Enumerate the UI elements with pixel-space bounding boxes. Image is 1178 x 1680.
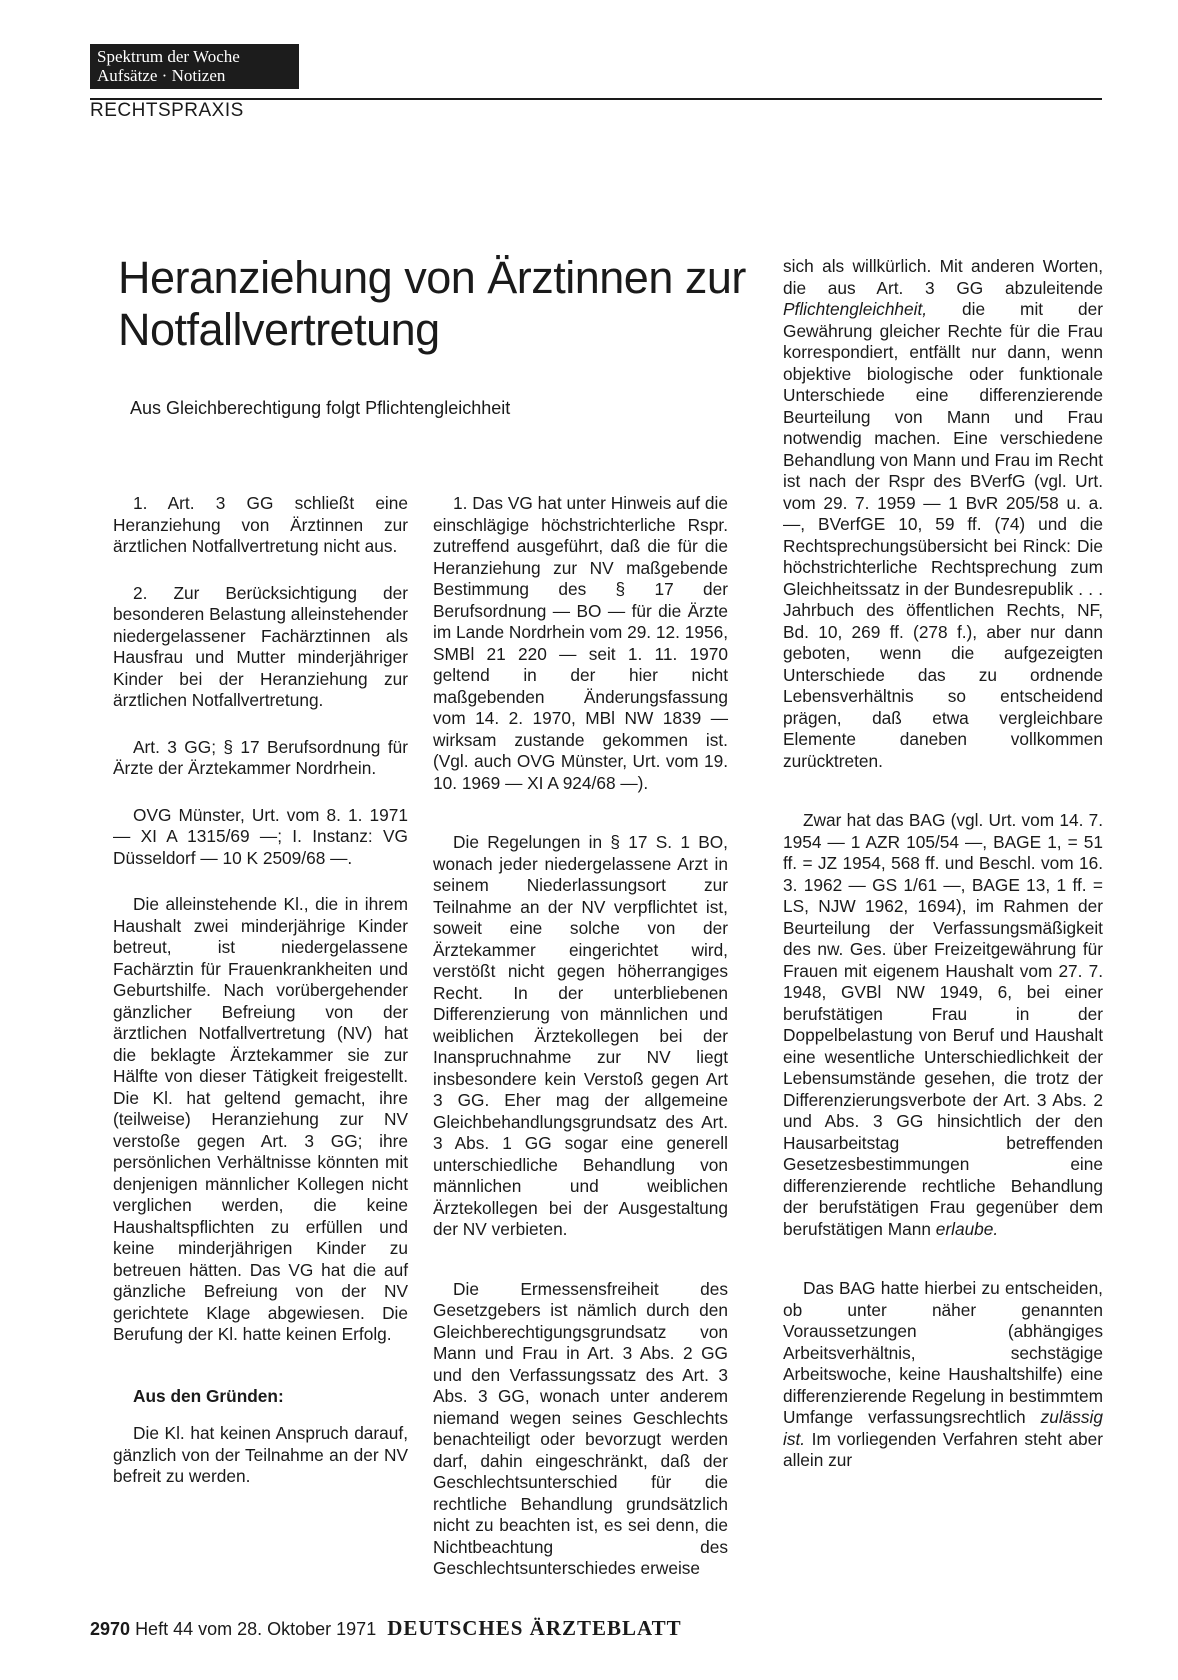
headnote-2: 2. Zur Berücksichtigung der besonderen Belastung alleinstehender niedergelassener Fachärztinnen als Hausfrau und Mutter minderjähriger Kinder bei der Heranziehung zur ärztlichen Notfallvertretung.	[113, 582, 408, 710]
reasons-heading: Aus den Gründen:	[133, 1385, 284, 1406]
text-run: Das BAG hatte hierbei zu entscheiden, ob unter näher genannten Voraussetzungen (abhängiges Arbeitsverhältnis, sechstägige Arbeitswoche, keine Haushaltshilfe) eine differenzierende Regelung in bestimmtem Umfange verfassungsrechtlich	[783, 1278, 1103, 1427]
body-paragraph: 1. Das VG hat unter Hinweis auf die einschlägige höchstrichterliche Rspr. zutreffend ausgeführt, daß die für die Heranziehung zur NV maßgebende Bestimmung des § 17 der Berufsordnung — BO — für die Ärzte im Lande Nordrhein vom 29. 12. 1956, SMBl 21 220 — seit 1. 11. 1970 geltend in der hier nicht maßgebenden Änderungsfassung vom 14. 2. 1970, MBl NW 1839 — wirksam zustande gekommen ist. (Vgl. auch OVG Münster, Urt. vom 19. 10. 1969 — XI A 924/68 —).	[433, 493, 728, 793]
body-paragraph	[783, 1278, 1103, 1472]
headnote-1: 1. Art. 3 GG schließt eine Heranziehung von Ärztinnen zur ärztlichen Notfallvertretung nicht aus.	[113, 493, 408, 556]
court-reference: OVG Münster, Urt. vom 8. 1. 1971 — XI A 1315/69 —; I. Instanz: VG Düsseldorf — 10 K 2509/68 —.	[113, 804, 408, 868]
emphasis-text: zulässig ist.	[783, 1407, 1103, 1449]
text-run: Im vorliegenden Verfahren steht aber allein zur	[783, 1428, 1103, 1470]
article-subtitle: Aus Gleichberechtigung folgt Pflichtengleichheit	[130, 398, 511, 418]
text-run: sich als willkürlich. Mit anderen Worten, die aus Art. 3 GG abzuleitende	[783, 256, 1103, 298]
section-label: RECHTSPRAXIS	[90, 100, 244, 121]
facts-paragraph: Die alleinstehende Kl., die in ihrem Haushalt zwei minderjährige Kinder betreut, ist niedergelassene Fachärztin für Frauenkrankheiten und Geburtshilfe. Nach vorübergehender gänzlicher Befreiung von der ärztlichen Notfallvertretung (NV) hat die beklagte Ärztekammer sie zur Hälfte von dieser Tätigkeit freigestellt. Die Kl. hat geltend gemacht, ihre (teilweise) Heranziehung zur NV verstoße gegen Art. 3 GG; ihre persönlichen Verhältnisse könnten mit denjenigen männlicher Kollegen nicht verglichen werden, die keine Haushaltspflichten zu erfüllen und keine minderjährigen Kinder zu betreuen hätten. Das VG hat die auf gänzliche Befreiung von der NV gerichtete Klage abgewiesen. Die Berufung der Kl. hatte keinen Erfolg.	[113, 894, 408, 1344]
reasons-paragraph: Die Kl. hat keinen Anspruch darauf, gänzlich von der Teilnahme an der NV befreit zu werden.	[113, 1423, 408, 1486]
statute-reference: Art. 3 GG; § 17 Berufsordnung für Ärzte der Ärztekammer Nordrhein.	[113, 736, 408, 778]
body-paragraph: Die Ermessensfreiheit des Gesetzgebers ist nämlich durch den Gleichberechtigungsgrundsatz von Mann und Frau in Art. 3 Abs. 2 GG und den Verfassungssatz des Art. 3 Abs. 3 GG, wonach unter anderem niemand wegen seines Geschlechts benachteiligt oder bevorzugt werden darf, dahin eingeschränkt, daß der Geschlechtsunterschied für die rechtliche Behandlung grundsätzlich nicht zu beachten ist, es sei denn, die Nichtbeachtung des Geschlechtsunterschiedes erweise	[433, 1278, 728, 1578]
text-run: Zwar hat das BAG (vgl. Urt. vom 14. 7. 1954 — 1 AZR 105/54 —, BAGE 1, = 51 ff. = JZ 1954, 568 ff. und Beschl. vom 16. 3. 1962 — GS 1/61 —, BAGE 13, 1 ff. = LS, NJW 1962, 1694), im Rahmen der Beurteilung der Verfassungsmäßigkeit des nw. Ges. über Freizeitgewährung für Frauen mit eigenem Haushalt vom 27. 7. 1948, GVBl NW 1949, 6, bei einer berufstätigen Frau in der Doppelbelastung von Beruf und Haushalt eine wesentliche Unterschiedlichkeit der Lebensumstände gesehen, die trotz der Differenzierungsverbote der Art. 3 Abs. 2 und Abs. 3 GG hinsichtlich der den Hausarbeitstag betreffenden Gesetzesbestimmungen eine differenzierende rechtliche Behandlung der berufstätigen Frau gegenüber dem berufstätigen Mann	[783, 810, 1103, 1239]
body-paragraph: Die Regelungen in § 17 S. 1 BO, wonach jeder niedergelassene Arzt in seinem Niederlassungsort zur Teilnahme an der NV verpflichtet ist, soweit eine solche von der Ärztekammer eingerichtet wird, verstößt nicht gegen höherrangiges Recht. In der unterbliebenen Differenzierung von männlichen und weiblichen Ärztekollegen bei der Inanspruchnahme zur NV liegt insbesondere kein Verstoß gegen Art 3 GG. Eher mag der allgemeine Gleichbehandlungsgrundsatz des Art. 3 Abs. 1 GG sogar eine generell unterschiedliche Behandlung von männlichen und weiblichen Ärztekollegen bei der Ausgestaltung der NV verbieten.	[433, 832, 728, 1239]
body-paragraph	[783, 810, 1103, 1240]
text-column-3	[783, 256, 1103, 1472]
emphasis-text: erlaube.	[935, 1218, 999, 1239]
header-box-line-1: Spektrum der Woche	[97, 47, 240, 66]
page-number: 2970	[90, 1619, 131, 1639]
text-run: die mit der Gewährung gleicher Rechte für die Frau korrespondiert, entfällt nur dann, wenn objektive biologische oder funktionale Unterschiede eine differenzierende Beurteilung von Mann und Frau notwendig machen. Eine verschiedene Behandlung von Mann und Frau im Recht ist nach der Rspr des BVerfG (vgl. Urt. vom 29. 7. 1959 — 1 BvR 205/58 u. a. —, BVerfGE 10, 59 ff. (74) und die Rechtsprechungsübersicht bei Rinck: Die höchstrichterliche Rechtsprechung zum Gleichheitssatz in der Bundesrepublik . . . Jahrbuch des öffentlichen Rechts, NF, Bd. 10, 269 ff. (278 f.), aber nur dann geboten, wenn die aufgezeigten Unterschiede das zu ordnende Lebensverhältnis so entscheidend prägen, daß etwa vergleichbare Elemente daneben vollkommen zurücktreten.	[783, 299, 1103, 771]
text-column-2	[433, 493, 728, 1580]
body-paragraph	[783, 256, 1103, 772]
emphasis-text: Pflichtengleichheit,	[783, 299, 928, 319]
header-box-line-2: Aufsätze · Notizen	[97, 66, 226, 85]
issue-info: Heft 44 vom 28. Oktober 1971	[135, 1619, 377, 1639]
journal-name: DEUTSCHES ÄRZTEBLATT	[387, 1616, 682, 1640]
text-column-1	[113, 493, 408, 1488]
page-footer	[90, 1616, 682, 1641]
section-header-box	[90, 44, 299, 89]
article-title: Heranziehung von Ärztinnen zur Notfallvertretung	[118, 252, 746, 355]
